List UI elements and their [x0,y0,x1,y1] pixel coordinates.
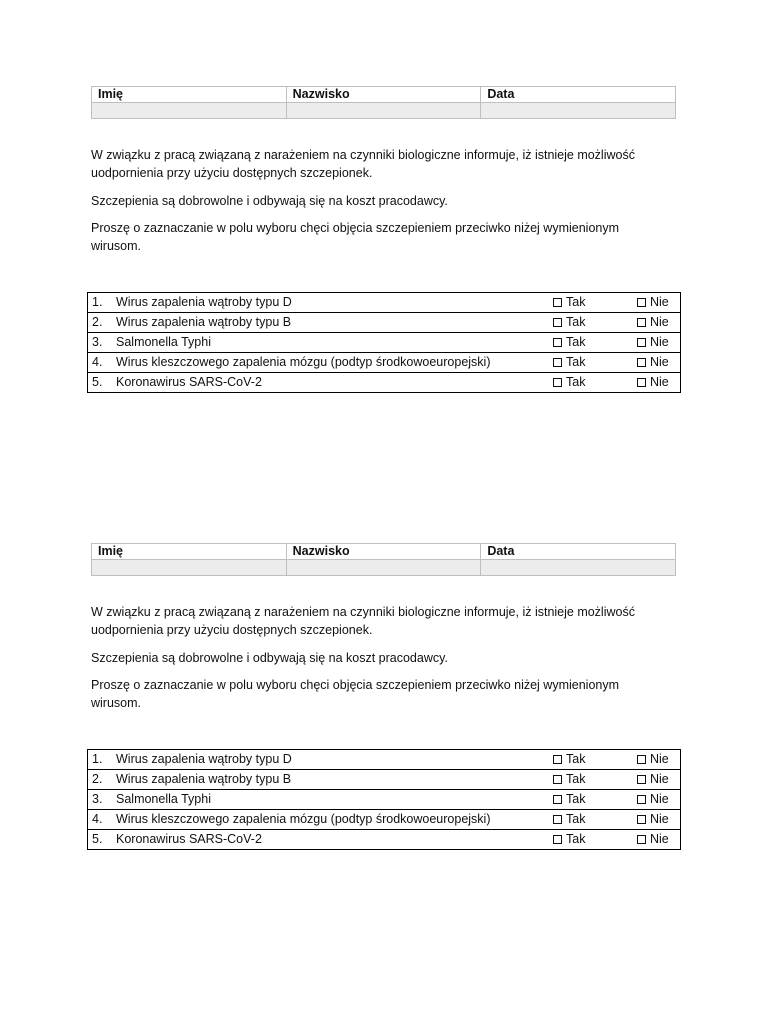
date-header: Data [481,544,676,560]
no-label: Nie [650,375,669,389]
vaccine-name: Wirus kleszczowego zapalenia mózgu (podtyp środkowoeuropejski) [116,810,546,830]
yes-label: Tak [566,355,586,369]
no-option[interactable] [623,313,681,333]
no-label: Nie [650,315,669,329]
vaccine-name: Koronawirus SARS-CoV-2 [116,373,546,393]
no-label: Nie [650,812,669,826]
yes-option[interactable] [546,770,623,790]
date-field[interactable] [481,103,676,119]
vaccine-row [88,333,681,353]
yes-checkbox[interactable] [553,338,562,347]
no-option[interactable] [623,770,681,790]
vaccine-number: 1. [88,293,117,313]
first-name-field[interactable] [92,103,287,119]
no-option[interactable] [623,790,681,810]
no-checkbox[interactable] [637,298,646,307]
no-option[interactable] [623,333,681,353]
no-checkbox[interactable] [637,815,646,824]
info-paragraph: W związku z pracą związaną z narażeniem na czynniki biologiczne informuje, iż istnieje możliwość uodpornienia przy użyciu dostępnych szczepionek. [91,605,635,637]
yes-label: Tak [566,315,586,329]
yes-option[interactable] [546,750,623,770]
vaccine-number: 3. [88,333,117,353]
no-label: Nie [650,792,669,806]
vaccine-name: Wirus zapalenia wątroby typu D [116,750,546,770]
no-checkbox[interactable] [637,755,646,764]
no-checkbox[interactable] [637,378,646,387]
yes-option[interactable] [546,810,623,830]
info-paragraph: W związku z pracą związaną z narażeniem na czynniki biologiczne informuje, iż istnieje możliwość uodpornienia przy użyciu dostępnych szczepionek. [91,148,635,180]
yes-checkbox[interactable] [553,815,562,824]
yes-label: Tak [566,375,586,389]
last-name-header: Nazwisko [286,544,481,560]
yes-checkbox[interactable] [553,378,562,387]
instruction-paragraph: Proszę o zaznaczanie w polu wyboru chęci objęcia szczepieniem przeciwko niżej wymienionym wirusom. [91,678,620,710]
vaccine-row [88,790,681,810]
no-label: Nie [650,772,669,786]
no-option[interactable] [623,750,681,770]
no-checkbox[interactable] [637,358,646,367]
no-option[interactable] [623,810,681,830]
no-checkbox[interactable] [637,835,646,844]
vaccine-choice-table [87,292,681,393]
vaccine-row [88,810,681,830]
yes-checkbox[interactable] [553,795,562,804]
yes-checkbox[interactable] [553,835,562,844]
vaccine-number: 3. [88,790,117,810]
yes-option[interactable] [546,293,623,313]
yes-checkbox[interactable] [553,755,562,764]
yes-label: Tak [566,335,586,349]
yes-label: Tak [566,812,586,826]
yes-label: Tak [566,295,586,309]
last-name-header: Nazwisko [286,87,481,103]
no-option[interactable] [623,830,681,850]
vaccine-row [88,293,681,313]
no-label: Nie [650,355,669,369]
no-checkbox[interactable] [637,795,646,804]
vaccine-row [88,750,681,770]
vaccine-name: Wirus kleszczowego zapalenia mózgu (podtyp środkowoeuropejski) [116,353,546,373]
first-name-header: Imię [92,87,287,103]
personal-data-table [91,543,676,576]
vaccine-name: Koronawirus SARS-CoV-2 [116,830,546,850]
date-field[interactable] [481,560,676,576]
vaccine-row [88,353,681,373]
instruction-paragraph: Proszę o zaznaczanie w polu wyboru chęci objęcia szczepieniem przeciwko niżej wymienionym wirusom. [91,221,620,253]
voluntary-paragraph: Szczepienia są dobrowolne i odbywają się na koszt pracodawcy. [91,651,448,665]
no-label: Nie [650,752,669,766]
vaccine-number: 5. [88,373,117,393]
yes-label: Tak [566,792,586,806]
vaccination-form-1 [91,86,682,389]
vaccine-number: 2. [88,770,117,790]
vaccine-choice-table [87,749,681,850]
vaccine-number: 1. [88,750,117,770]
personal-data-table [91,86,676,119]
no-checkbox[interactable] [637,775,646,784]
vaccination-form-2 [91,543,682,846]
no-label: Nie [650,335,669,349]
yes-option[interactable] [546,790,623,810]
yes-label: Tak [566,752,586,766]
no-checkbox[interactable] [637,318,646,327]
no-label: Nie [650,295,669,309]
yes-option[interactable] [546,373,623,393]
vaccine-name: Wirus zapalenia wątroby typu B [116,313,546,333]
vaccine-name: Wirus zapalenia wątroby typu B [116,770,546,790]
yes-option[interactable] [546,830,623,850]
no-option[interactable] [623,353,681,373]
first-name-header: Imię [92,544,287,560]
yes-label: Tak [566,772,586,786]
no-label: Nie [650,832,669,846]
first-name-field[interactable] [92,560,287,576]
no-checkbox[interactable] [637,338,646,347]
no-option[interactable] [623,373,681,393]
yes-checkbox[interactable] [553,298,562,307]
voluntary-paragraph: Szczepienia są dobrowolne i odbywają się na koszt pracodawcy. [91,194,448,208]
no-option[interactable] [623,293,681,313]
yes-option[interactable] [546,333,623,353]
vaccine-name: Wirus zapalenia wątroby typu D [116,293,546,313]
last-name-field[interactable] [286,103,481,119]
vaccine-number: 5. [88,830,117,850]
vaccine-row [88,830,681,850]
vaccine-name: Salmonella Typhi [116,333,546,353]
vaccine-row [88,770,681,790]
date-header: Data [481,87,676,103]
yes-option[interactable] [546,353,623,373]
yes-checkbox[interactable] [553,318,562,327]
vaccine-row [88,373,681,393]
vaccine-number: 2. [88,313,117,333]
last-name-field[interactable] [286,560,481,576]
yes-checkbox[interactable] [553,358,562,367]
yes-label: Tak [566,832,586,846]
vaccine-row [88,313,681,333]
vaccine-number: 4. [88,353,117,373]
vaccine-number: 4. [88,810,117,830]
vaccine-name: Salmonella Typhi [116,790,546,810]
yes-option[interactable] [546,313,623,333]
yes-checkbox[interactable] [553,775,562,784]
